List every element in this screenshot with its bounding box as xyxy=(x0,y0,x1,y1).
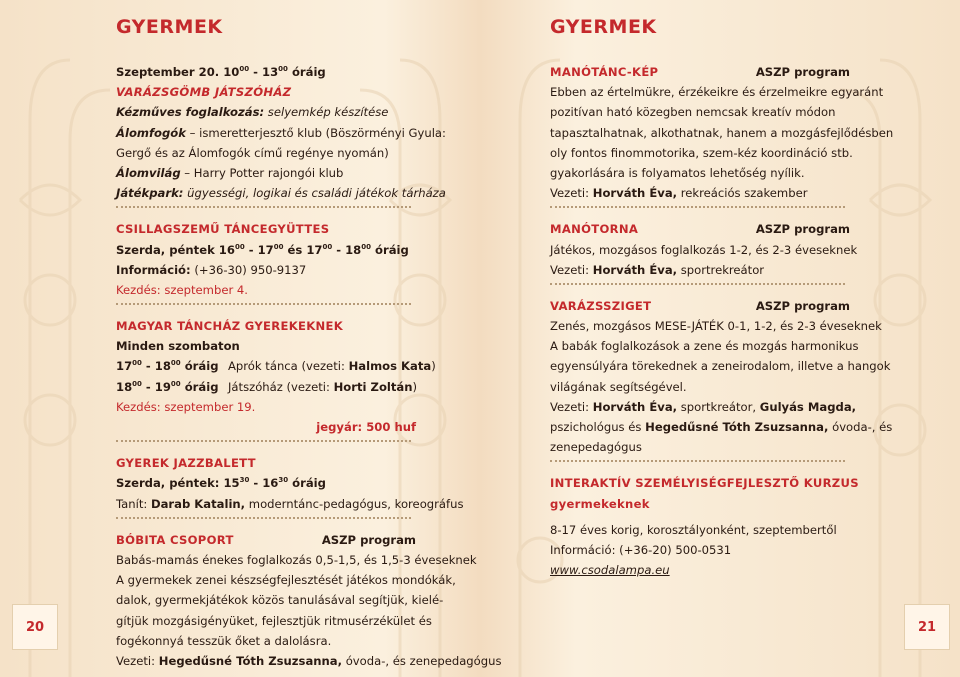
event-title-row xyxy=(550,219,850,239)
event-teacher: Tanít: Darab Katalin, moderntánc-pedagógus, koreográfus xyxy=(116,496,464,511)
event-title: MAGYAR TÁNCHÁZ GYEREKEKNEK xyxy=(116,319,344,334)
event-line: oly fontos finommotorika, szem-kéz koordináció stb. xyxy=(550,145,853,160)
event-teacher: Vezeti: Horváth Éva, sportkreátor, Gulyás Magda, xyxy=(550,399,857,414)
program-tag: ASZP program xyxy=(755,298,850,313)
event-info: Információ: (+36-30) 950-9137 xyxy=(116,262,307,277)
event-date: Szeptember 20. $10^{00} - 13^{00}$ óráig xyxy=(116,65,326,79)
event-teacher: Vezeti: Horváth Éva, sportrekreátor xyxy=(550,262,765,277)
event-line: Gergő és az Álomfogók című regénye nyomán) xyxy=(116,145,389,160)
event-info: Információ: (+36-20) 500-0531 xyxy=(550,542,732,557)
event-line: Ebben az értelmükre, érzékeikre és érzelmeikre egyaránt xyxy=(550,85,884,100)
event-line: Zenés, mozgásos MESE-JÁTÉK 0-1, 1-2, és 2-3 éveseknek xyxy=(550,319,882,334)
page-number: 20 xyxy=(12,604,58,650)
page-number: 21 xyxy=(904,604,950,650)
right-content xyxy=(550,62,894,580)
dotted-divider xyxy=(550,283,845,294)
event-start: Kezdés: szeptember 4. xyxy=(116,282,248,297)
event-teacher: Vezeti: Horváth Éva, rekreációs szakember xyxy=(550,186,808,201)
event-title: GYEREK JAZZBALETT xyxy=(116,456,256,471)
event-line: Játékos, mozgásos foglalkozás 1-2, és 2-3 éveseknek xyxy=(550,242,858,257)
dotted-divider xyxy=(116,206,411,217)
event-line: Játékpark: ügyességi, logikai és családi játékok tárháza xyxy=(116,186,446,201)
program-tag: ASZP program xyxy=(321,532,416,547)
program-tag: ASZP program xyxy=(755,222,850,237)
event-line: gítjük mozgásigényüket, fejlesztjük ritmusérzékület és xyxy=(116,613,432,628)
event-title-row xyxy=(550,296,850,316)
event-line: A babák foglalkozások a zene és mozgás harmonikus xyxy=(550,339,859,354)
event-title: VARÁZSSZIGET xyxy=(550,298,652,313)
event-subtitle: gyermekeknek xyxy=(550,496,650,511)
website-link[interactable]: www.csodalampa.eu xyxy=(550,563,670,578)
event-line: A gyermekek zenei készségfejlesztését játékos mondókák, xyxy=(116,573,456,588)
dotted-divider xyxy=(116,517,411,528)
dotted-divider xyxy=(550,460,845,471)
event-line: tapasztalhatnak, alkothatnak, hanem a mozgásfejlődésben xyxy=(550,125,894,140)
event-schedule: Szerda, péntek: $15^{30} - 16^{30}$ óráig xyxy=(116,476,326,491)
right-page xyxy=(480,0,960,677)
dotted-divider xyxy=(550,206,845,217)
event-schedule: Szerda, péntek $16^{00} - 17^{00}$ és $17^{00} - 18^{00}$ óráig xyxy=(116,242,409,257)
event-line: egyensúlyára törekednek a zeneirodalom, illetve a hangok xyxy=(550,359,891,374)
event-start: Kezdés: szeptember 19. xyxy=(116,399,256,414)
event-line: dalok, gyermekjátékok közös tanulásával segítjük, kielé- xyxy=(116,593,444,608)
left-content xyxy=(116,62,502,671)
event-line: 8-17 éves korig, korosztályonként, szeptembertől xyxy=(550,522,837,537)
event-title-row xyxy=(116,530,416,550)
section-header: GYERMEK xyxy=(116,16,223,38)
event-title-row xyxy=(550,62,850,82)
event-line: Álomvilág – Harry Potter rajongói klub xyxy=(116,165,344,180)
event-line: világának segítségével. xyxy=(550,379,687,394)
schedule-row: $17^{00} - 18^{00}$ óráig Aprók tánca (vezeti: Halmos Kata) xyxy=(116,359,436,374)
event-title: CSILLAGSZEMŰ TÁNCEGYÜTTES xyxy=(116,222,330,237)
event-line: zenepedagógus xyxy=(550,440,642,455)
section-header: GYERMEK xyxy=(550,16,657,38)
event-line: gyakorlására is folyamatos lehetőség nyílik. xyxy=(550,165,805,180)
event-schedule: Minden szombaton xyxy=(116,339,240,354)
event-title: INTERAKTÍV SZEMÉLYISÉGFEJLESZTŐ KURZUS xyxy=(550,476,859,491)
dotted-divider xyxy=(116,303,411,314)
fee-row xyxy=(116,417,416,437)
event-line: Babás-mamás énekes foglalkozás 0,5-1,5, és 1,5-3 éveseknek xyxy=(116,552,477,567)
schedule-row: $18^{00} - 19^{00}$ óráig Játszóház (vezeti: Horti Zoltán) xyxy=(116,379,418,394)
event-line: fogékonnyá tesszük őket a dalolásra. xyxy=(116,633,332,648)
event-title: MANÓTÁNC-KÉP xyxy=(550,65,659,79)
event-line: pozitívan ható közegben nemcsak kreatív módon xyxy=(550,105,836,120)
event-line: Álomfogók – ismeretterjesztő klub (Böszörményi Gyula: xyxy=(116,125,446,140)
program-tag: ASZP program xyxy=(755,65,850,79)
event-teacher: pszichológus és Hegedűsné Tóth Zsuzsanna, óvoda-, és xyxy=(550,420,893,434)
event-title: VARÁZSGÖMB JÁTSZÓHÁZ xyxy=(116,85,292,100)
event-teacher: Vezeti: Hegedűsné Tóth Zsuzsanna, óvoda-, és zenepedagógus xyxy=(116,653,502,668)
event-title: BÓBITA CSOPORT xyxy=(116,532,234,547)
event-line: Kézműves foglalkozás: selyemkép készítése xyxy=(116,105,389,120)
ticket-price: jegyár: 500 huf xyxy=(316,420,416,434)
event-title: MANÓTORNA xyxy=(550,222,639,237)
dotted-divider xyxy=(116,440,411,451)
